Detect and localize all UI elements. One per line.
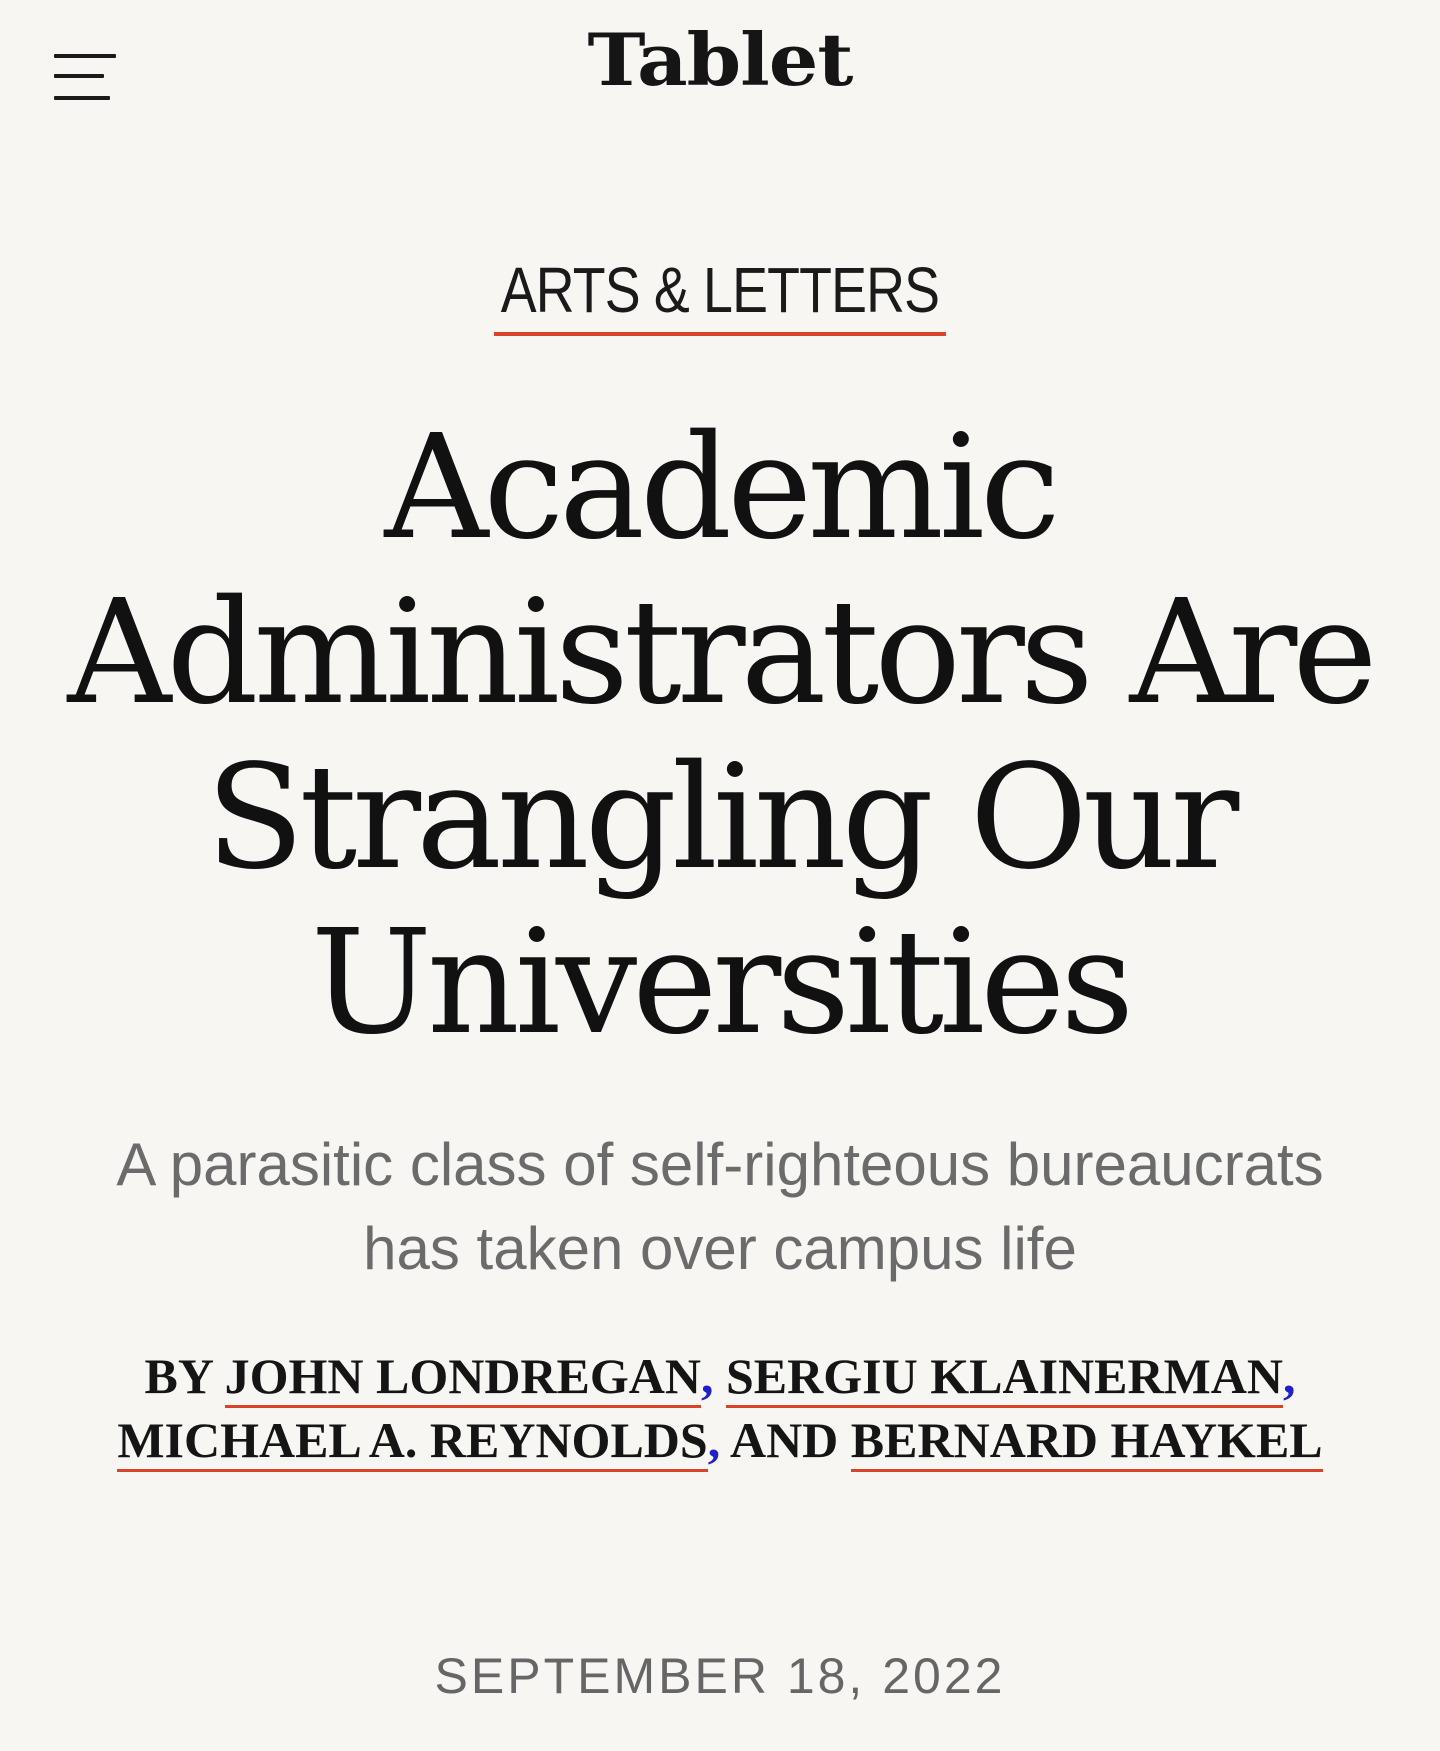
article-headline: Academic Administrators Are Strangling Our Universities [67,403,1373,1066]
section-kicker-container [0,254,1440,336]
section-link[interactable]: ARTS & LETTERS [494,258,946,336]
byline-separator: , [707,1412,721,1468]
byline-prefix: BY [144,1348,213,1404]
publish-date: SEPTEMBER 18, 2022 [434,1648,1006,1704]
byline-separator: , [1283,1348,1296,1404]
site-logo[interactable]: Tablet [587,18,853,103]
byline-conjunction: AND [729,1412,839,1468]
author-link[interactable]: MICHAEL A. REYNOLDS [117,1412,707,1472]
byline-separator: , [701,1348,714,1404]
author-link[interactable]: BERNARD HAYKEL [851,1412,1323,1472]
author-link[interactable]: SERGIU KLAINERMAN [726,1348,1283,1408]
article-byline [40,1344,1400,1472]
article-subheadline: A parasitic class of self-righteous bureaucrats has taken over campus life [116,1131,1324,1282]
site-header [0,0,1440,150]
author-link[interactable]: JOHN LONDREGAN [225,1348,701,1408]
